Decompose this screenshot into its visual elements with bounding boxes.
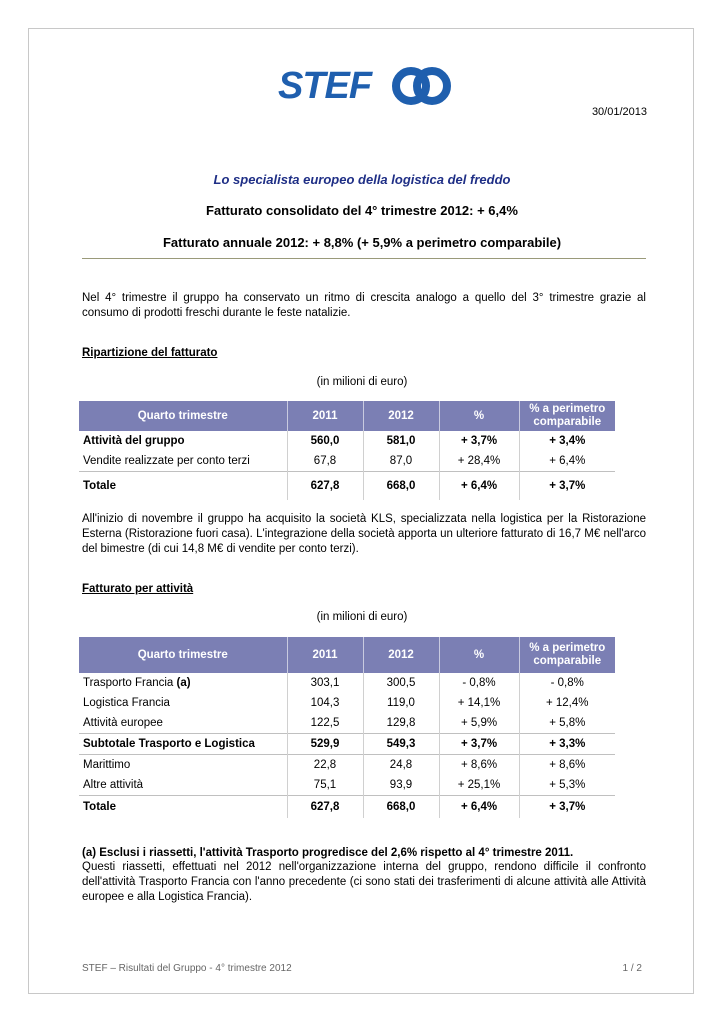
header-cell: 2012 bbox=[363, 401, 439, 431]
value-comparable: + 5,3% bbox=[519, 775, 615, 796]
header-cell: 2012 bbox=[363, 637, 439, 673]
header-cell: % a perimetro comparabile bbox=[519, 401, 615, 431]
row-label bbox=[79, 673, 287, 693]
row-label: Vendite realizzate per conto terzi bbox=[83, 455, 250, 467]
footnote-text: Questi riassetti, effettuati nel 2012 nell'organizzazione interna del gruppo, rendono difficile il confronto dell'attività Trasporto Francia con l'anno precedente (ci sono stati dei trasferimenti di alcune attività alle Attività europee e alla Logistica Francia). bbox=[82, 861, 646, 903]
value-2012: 668,0 bbox=[363, 796, 439, 818]
header-cell: 2011 bbox=[287, 401, 363, 431]
value-pct: + 25,1% bbox=[439, 775, 519, 796]
table-row bbox=[79, 693, 615, 713]
row-label: Totale bbox=[79, 472, 287, 500]
row-label: Logistica Francia bbox=[83, 697, 170, 709]
row-label: Marittimo bbox=[79, 755, 287, 776]
value-comparable: - 0,8% bbox=[519, 673, 615, 693]
value-2011: 22,8 bbox=[287, 755, 363, 776]
value-2012: 549,3 bbox=[363, 734, 439, 755]
row-label-text: Trasporto Francia bbox=[83, 677, 174, 689]
acquisition-paragraph: All'inizio di novembre il gruppo ha acquisito la società KLS, specializzata nella logistica per la Ristorazione Esterna (Ristorazione fuori casa). L'integrazione della società apporta un ulteriore fatturato di 16,7 M€ nell'arco del bimestre (di cui 14,8 M€ di vendite per conto terzi). bbox=[82, 513, 646, 555]
revenue-by-activity-table bbox=[79, 637, 615, 818]
intro-paragraph: Nel 4° trimestre il gruppo ha conservato un ritmo di crescita analogo a quello del 3° trimestre grazie al consumo di prodotti freschi durante le feste natalizie. bbox=[82, 292, 646, 319]
value-pct: + 28,4% bbox=[439, 451, 519, 472]
header-cell: % bbox=[439, 637, 519, 673]
value-2012: 119,0 bbox=[363, 693, 439, 713]
row-label: Totale bbox=[79, 796, 287, 818]
value-pct: + 3,7% bbox=[439, 734, 519, 755]
value-2012: 581,0 bbox=[363, 431, 439, 451]
note-reference: (a) bbox=[176, 677, 191, 689]
value-pct: + 14,1% bbox=[439, 693, 519, 713]
table-header-row bbox=[79, 401, 615, 431]
document-date: 30/01/2013 bbox=[591, 106, 647, 118]
value-2011: 75,1 bbox=[287, 775, 363, 796]
value-pct: + 3,7% bbox=[439, 431, 519, 451]
value-comparable: + 3,3% bbox=[519, 734, 615, 755]
table-row bbox=[79, 734, 615, 755]
row-label: Altre attività bbox=[83, 779, 144, 791]
table-row bbox=[79, 796, 615, 818]
value-comparable: + 12,4% bbox=[519, 693, 615, 713]
revenue-breakdown-table bbox=[79, 401, 615, 500]
row-label: Attività del gruppo bbox=[83, 435, 185, 447]
row-label: Subtotale Trasporto e Logistica bbox=[79, 734, 287, 755]
value-2011: 303,1 bbox=[287, 673, 363, 693]
section-title-revenue-by-activity: Fatturato per attività bbox=[82, 583, 194, 595]
tagline: Lo specialista europeo della logistica del freddo bbox=[213, 172, 511, 187]
unit-note: (in milioni di euro) bbox=[316, 611, 408, 623]
value-comparable: + 5,8% bbox=[519, 713, 615, 734]
page-number: 1 / 2 bbox=[622, 963, 642, 974]
unit-note: (in milioni di euro) bbox=[316, 376, 408, 388]
value-pct: + 6,4% bbox=[439, 472, 519, 500]
value-2011: 560,0 bbox=[287, 431, 363, 451]
value-2011: 67,8 bbox=[287, 451, 363, 472]
table-row bbox=[79, 451, 615, 472]
svg-text:STEF: STEF bbox=[278, 65, 372, 107]
section-title-revenue-breakdown: Ripartizione del fatturato bbox=[82, 347, 218, 359]
value-pct: + 8,6% bbox=[439, 755, 519, 776]
table-row bbox=[79, 472, 615, 500]
value-2012: 24,8 bbox=[363, 755, 439, 776]
footer-title: STEF – Risultati del Gruppo - 4° trimestre 2012 bbox=[82, 963, 292, 974]
table-row bbox=[79, 713, 615, 734]
value-comparable: + 3,4% bbox=[519, 431, 615, 451]
value-2011: 627,8 bbox=[287, 472, 363, 500]
value-pct: - 0,8% bbox=[439, 673, 519, 693]
table-row bbox=[79, 775, 615, 796]
divider bbox=[82, 258, 646, 259]
table-header-row bbox=[79, 637, 615, 673]
headline-annual: Fatturato annuale 2012: + 8,8% (+ 5,9% a perimetro comparabile) bbox=[162, 235, 562, 250]
row-label: Attività europee bbox=[83, 717, 163, 729]
value-2011: 627,8 bbox=[287, 796, 363, 818]
value-2011: 104,3 bbox=[287, 693, 363, 713]
value-2012: 93,9 bbox=[363, 775, 439, 796]
header-cell: 2011 bbox=[287, 637, 363, 673]
table-row bbox=[79, 431, 615, 451]
header-cell: % a perimetro comparabile bbox=[519, 637, 615, 673]
value-2012: 87,0 bbox=[363, 451, 439, 472]
value-comparable: + 6,4% bbox=[519, 451, 615, 472]
value-2011: 529,9 bbox=[287, 734, 363, 755]
header-cell: Quarto trimestre bbox=[79, 401, 287, 431]
footnote-heading: (a) Esclusi i riassetti, l'attività Trasporto progredisce del 2,6% rispetto al 4° trimestre 2011. bbox=[82, 847, 574, 859]
table-row bbox=[79, 673, 615, 693]
stef-logo bbox=[278, 65, 453, 107]
table-row bbox=[79, 755, 615, 776]
value-pct: + 5,9% bbox=[439, 713, 519, 734]
value-2012: 129,8 bbox=[363, 713, 439, 734]
value-2012: 300,5 bbox=[363, 673, 439, 693]
header-cell: % bbox=[439, 401, 519, 431]
value-comparable: + 8,6% bbox=[519, 755, 615, 776]
header-cell: Quarto trimestre bbox=[79, 637, 287, 673]
value-2011: 122,5 bbox=[287, 713, 363, 734]
value-comparable: + 3,7% bbox=[519, 796, 615, 818]
value-pct: + 6,4% bbox=[439, 796, 519, 818]
value-comparable: + 3,7% bbox=[519, 472, 615, 500]
value-2012: 668,0 bbox=[363, 472, 439, 500]
headline-quarter: Fatturato consolidato del 4° trimestre 2012: + 6,4% bbox=[206, 203, 518, 218]
